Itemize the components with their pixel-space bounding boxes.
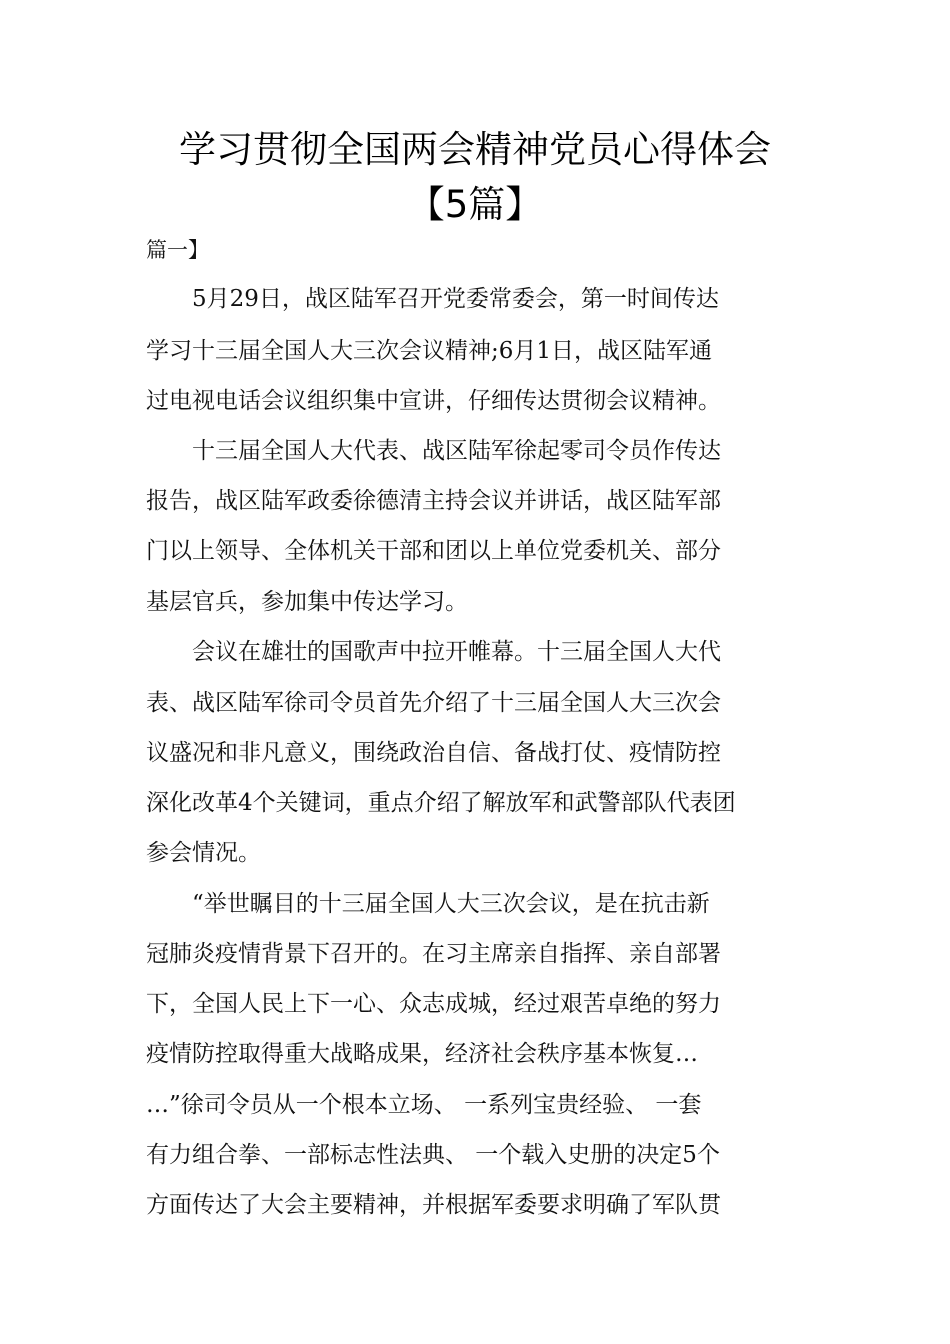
body-line: 5月29日，战区陆军召开党委常委会，第一时间传达 xyxy=(146,286,719,312)
body-line: 下，全国人民上下一心、众志成城，经过艰苦卓绝的努力 xyxy=(146,991,721,1017)
body-line: 过电视电话会议组织集中宣讲，仔细传达贯彻会议精神。 xyxy=(146,388,721,414)
body-line: 基层官兵，参加集中传达学习。 xyxy=(146,589,468,615)
body-line: 表、战区陆军徐司令员首先介绍了十三届全国人大三次会 xyxy=(146,690,721,716)
body-line: 方面传达了大会主要精神，并根据军委要求明确了军队贯 xyxy=(146,1192,721,1218)
body-line: 参会情况。 xyxy=(146,840,261,866)
body-line: 学习十三届全国人大三次会议精神;6月1日，战区陆军通 xyxy=(146,338,713,364)
body-line: 深化改革4个关键词，重点介绍了解放军和武警部队代表团 xyxy=(146,790,736,816)
body-line: …”徐司令员从一个根本立场、 一系列宝贵经验、 一套 xyxy=(146,1092,702,1118)
section-heading: 篇一】 xyxy=(146,238,209,262)
body-line: 议盛况和非凡意义，围绕政治自信、备战打仗、疫情防控 xyxy=(146,740,721,766)
body-line: 门以上领导、全体机关干部和团以上单位党委机关、部分 xyxy=(146,538,721,564)
body-line: 有力组合拳、一部标志性法典、 一个载入史册的决定5个 xyxy=(146,1142,720,1168)
body-line: 报告，战区陆军政委徐德清主持会议并讲话，战区陆军部 xyxy=(146,488,721,514)
document-title-line-2: 【5篇】 xyxy=(407,183,543,226)
body-line: 十三届全国人大代表、战区陆军徐起零司令员作传达 xyxy=(146,438,721,464)
body-line: 会议在雄壮的国歌声中拉开帷幕。十三届全国人大代 xyxy=(146,639,721,665)
body-line: 冠肺炎疫情背景下召开的。在习主席亲自指挥、亲自部署 xyxy=(146,941,721,967)
document-title-line-1: 学习贯彻全国两会精神党员心得体会 xyxy=(179,128,771,171)
body-line: 疫情防控取得重大战略成果，经济社会秩序基本恢复… xyxy=(146,1041,698,1067)
body-line: “举世瞩目的十三届全国人大三次会议，是在抗击新 xyxy=(146,891,710,917)
